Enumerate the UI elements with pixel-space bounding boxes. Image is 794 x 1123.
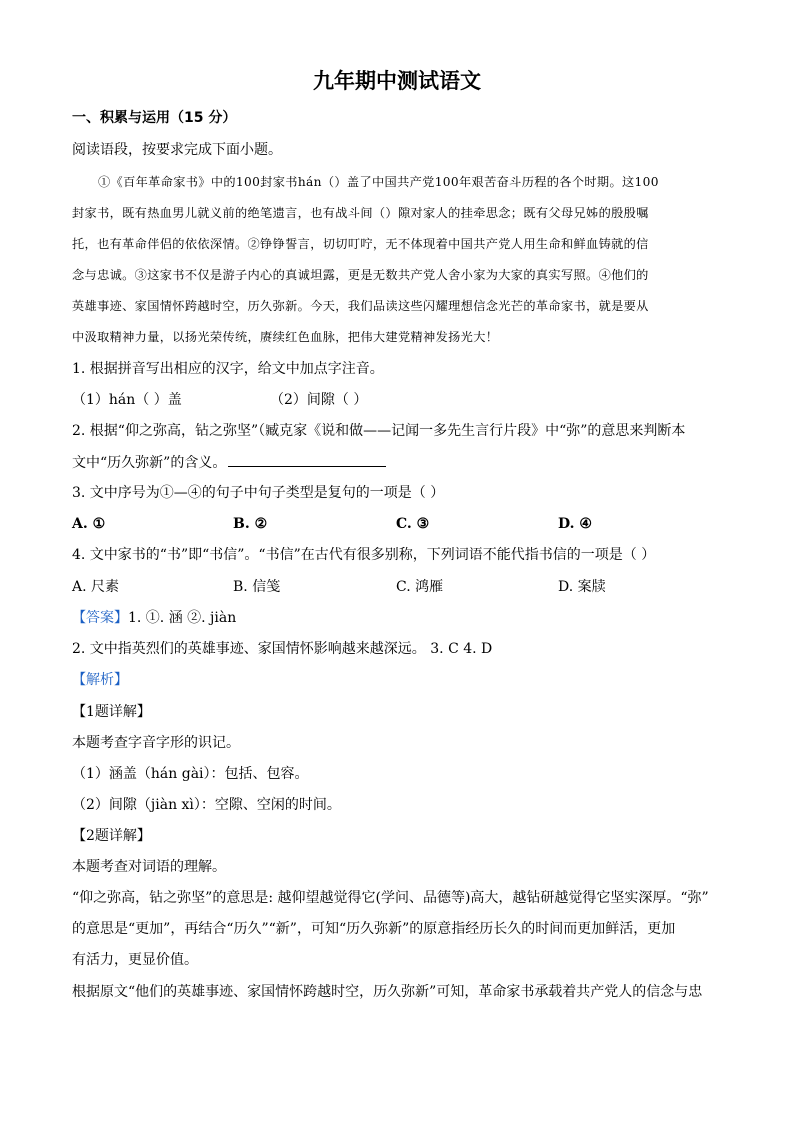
- detail-2-paragraph-line: 根据原文“他们的英雄事迹、家国情怀跨越时空，历久弥新”可知，革命家书承载着共产党人的信念与忠: [72, 984, 703, 1000]
- passage-line: 封家书，既有热血男儿就义前的绝笔遗言，也有战斗间（）隙对家人的挂牵思念；既有父母兄姊的殷殷嘱: [72, 206, 649, 220]
- question-3-option-b: B. ②: [233, 516, 268, 532]
- document-title: 九年期中测试语文: [313, 69, 481, 93]
- detail-2-intro: 本题考查对词语的理解。: [72, 859, 226, 875]
- detail-1-item: （1）涵盖（hán gài）：包括、包容。: [72, 766, 309, 782]
- question-4-option-d: D. 案牍: [558, 579, 606, 595]
- answer-text: 1. ①. 涵 ②. jiàn: [128, 610, 237, 626]
- passage-line: 英雄事迹、家国情怀跨越时空，历久弥新。今天，我们品读这些闪耀理想信念光芒的革命家书，就是要从: [72, 299, 649, 313]
- question-2-line: [72, 452, 724, 473]
- detail-2-paragraph-line: “仰之弥高，钻之弥坚”的意思是: 越仰望越觉得它(学问、品德等)高大，越钻研越觉得它坚实深厚。“弥”: [72, 890, 709, 906]
- passage-line: ①《百年革命家书》中的100封家书hán（）盖了中国共产党100年艰苦奋斗历程的各个时期。这100: [98, 175, 659, 189]
- answer-line-2: 2. 文中指英烈们的英雄事迹、家国情怀影响越来越深远。 3. C 4. D: [72, 641, 493, 657]
- passage-line: 中汲取精神力量，以扬光荣传统，赓续红色血脉，把伟大建党精神发扬光大！: [72, 330, 499, 344]
- detail-1-item: （2）间隙（jiàn xì）：空隙、空闲的时间。: [72, 797, 341, 813]
- answer-line: [72, 608, 724, 628]
- question-4: 4. 文中家书的“书”即“书信”。“书信”在古代有很多别称，下列词语不能代指书信的一项是（ ）: [72, 547, 656, 563]
- question-3-option-a: A. ①: [72, 516, 106, 532]
- detail-1-label: 【1题详解】: [72, 704, 151, 720]
- question-4-option-b: B. 信笺: [233, 579, 281, 595]
- detail-1-intro: 本题考查字音字形的识记。: [72, 735, 240, 751]
- analysis-label: 【解析】: [72, 672, 128, 688]
- question-1: 1. 根据拼音写出相应的汉字，给文中加点字注音。: [72, 361, 384, 377]
- question-2-line: 2. 根据“仰之弥高，钻之弥坚”（臧克家《说和做——记闻一多先生言行片段》中“弥”的意思来判断本: [72, 423, 686, 439]
- detail-2-paragraph-line: 有活力，更显价值。: [72, 952, 198, 968]
- question-4-option-a: A. 尺素: [72, 579, 120, 595]
- passage-line: 托，也有革命伴侣的依依深情。②铮铮誓言，切切叮咛，无不体现着中国共产党人用生命和鲜血铸就的信: [72, 237, 649, 251]
- instruction-text: 阅读语段，按要求完成下面小题。: [72, 142, 282, 158]
- answer-blank[interactable]: [228, 452, 386, 467]
- question-2-line-text: 文中“历久弥新”的含义。: [72, 455, 227, 471]
- section-heading: 一、积累与运用（15 分）: [72, 110, 237, 126]
- question-4-option-c: C. 鸿雁: [396, 579, 444, 595]
- detail-2-paragraph-line: 的意思是“更加”，再结合“历久”“新”，可知“历久弥新”的原意指经历长久的时间而更加鲜活，更加: [72, 921, 676, 937]
- question-3-option-c: C. ③: [396, 516, 430, 532]
- answer-label: 【答案】: [72, 610, 128, 626]
- detail-2-label: 【2题详解】: [72, 828, 151, 844]
- passage-line: 念与忠诚。③这家书不仅是游子内心的真诚坦露，更是无数共产党人舍小家为大家的真实写照。④他们的: [72, 268, 649, 282]
- question-1-option-1: （1）hán（ ）盖: [72, 392, 182, 408]
- question-3: 3. 文中序号为①—④的句子中句子类型是复句的一项是（ ）: [72, 485, 445, 501]
- question-3-option-d: D. ④: [558, 516, 592, 532]
- question-1-option-2: （2）间隙（ ）: [270, 392, 368, 408]
